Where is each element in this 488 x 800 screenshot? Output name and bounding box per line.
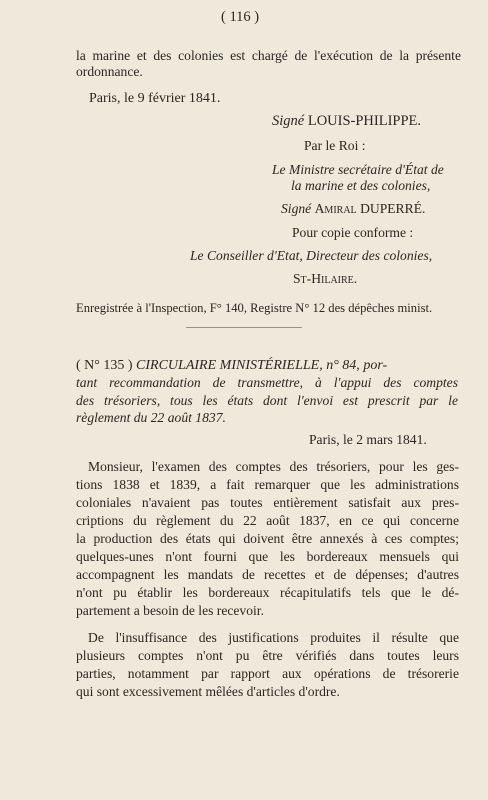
copy-conforme: Pour copie conforme :: [292, 225, 414, 240]
minister-line-1: Le Ministre secrétaire d'État de: [272, 162, 444, 177]
p2-line: De l'insuffisance des justifications produites il résulte que: [88, 630, 459, 645]
circular-heading-line-2: tant recommandation de transmettre, à l'appui des comptes: [76, 375, 458, 390]
p1-line: quelques-unes n'ont fourni que les bordereaux mensuels qui: [76, 549, 459, 564]
section-divider: [186, 327, 302, 328]
p1-line: criptions du règlement du 22 août 1837, en ce qui concerne: [76, 513, 459, 528]
circular-heading-line-4: règlement du 22 août 1837.: [76, 410, 226, 425]
counselor-name: St-Hilaire.: [293, 271, 358, 286]
registration-note: Enregistrée à l'Inspection, F° 140, Registre N° 12 des dépêches minist.: [76, 301, 433, 315]
page-number: ( 116 ): [221, 9, 260, 25]
date-place-1: Paris, le 9 février 1841.: [89, 91, 221, 106]
date-place-2: Paris, le 2 mars 1841.: [309, 432, 427, 447]
circular-title-number: n° 84,: [326, 358, 360, 373]
circular-number: ( N° 135 ): [76, 358, 133, 373]
circular-title: CIRCULAIRE MINISTÉRIELLE,: [136, 358, 323, 373]
p1-line: la production des états qui doivent être annexés à ces comptes;: [76, 531, 459, 546]
p2-line: plusieurs comptes n'ont pu être vérifiés dans toutes leurs: [76, 648, 459, 663]
p2-line: qui sont excessivement mêlées d'articles d'ordre.: [76, 684, 340, 699]
minister-line-2: la marine et des colonies,: [291, 178, 431, 193]
p1-line: partement a besoin de les recevoir.: [76, 603, 264, 618]
top-paragraph-line-1: la marine et des colonies est chargé de l'exécution de la présente: [76, 48, 461, 63]
circular-heading-tail: por-: [363, 358, 388, 373]
admiral-signature: [281, 200, 425, 218]
circular-heading-line-3: des trésoriers, tous les états dont l'envoi est prescrit par le: [76, 393, 458, 408]
p1-line: n'ont pu établir les bordereaux récapitulatifs tels que le dé-: [76, 585, 459, 600]
p1-line: coloniales n'avaient pas toutes entièrement satisfait aux pres-: [76, 495, 459, 510]
signed-label: Signé: [272, 113, 305, 129]
admiral-title: Amiral: [314, 201, 357, 216]
p1-line: accompagnent les mandats de recettes et de dépenses; d'autres: [76, 567, 459, 582]
counselor-line: Le Conseiller d'Etat, Directeur des colonies,: [190, 248, 433, 263]
top-paragraph-line-2: ordonnance.: [76, 64, 143, 79]
king-signature: [272, 112, 421, 130]
p1-line: tions 1838 et 1839, a fait remarquer que les administrations: [76, 477, 459, 492]
p2-line: parties, notamment par rapport aux opérations de trésorerie: [76, 666, 459, 681]
admiral-name: DUPERRÉ.: [360, 201, 426, 216]
king-name: LOUIS-PHILIPPE.: [307, 113, 422, 129]
circular-heading-line-1: [76, 357, 387, 375]
p1-line: Monsieur, l'examen des comptes des trésoriers, pour les ges-: [88, 459, 459, 474]
admiral-signed-label: Signé: [281, 201, 312, 216]
by-king: Par le Roi :: [304, 138, 366, 153]
